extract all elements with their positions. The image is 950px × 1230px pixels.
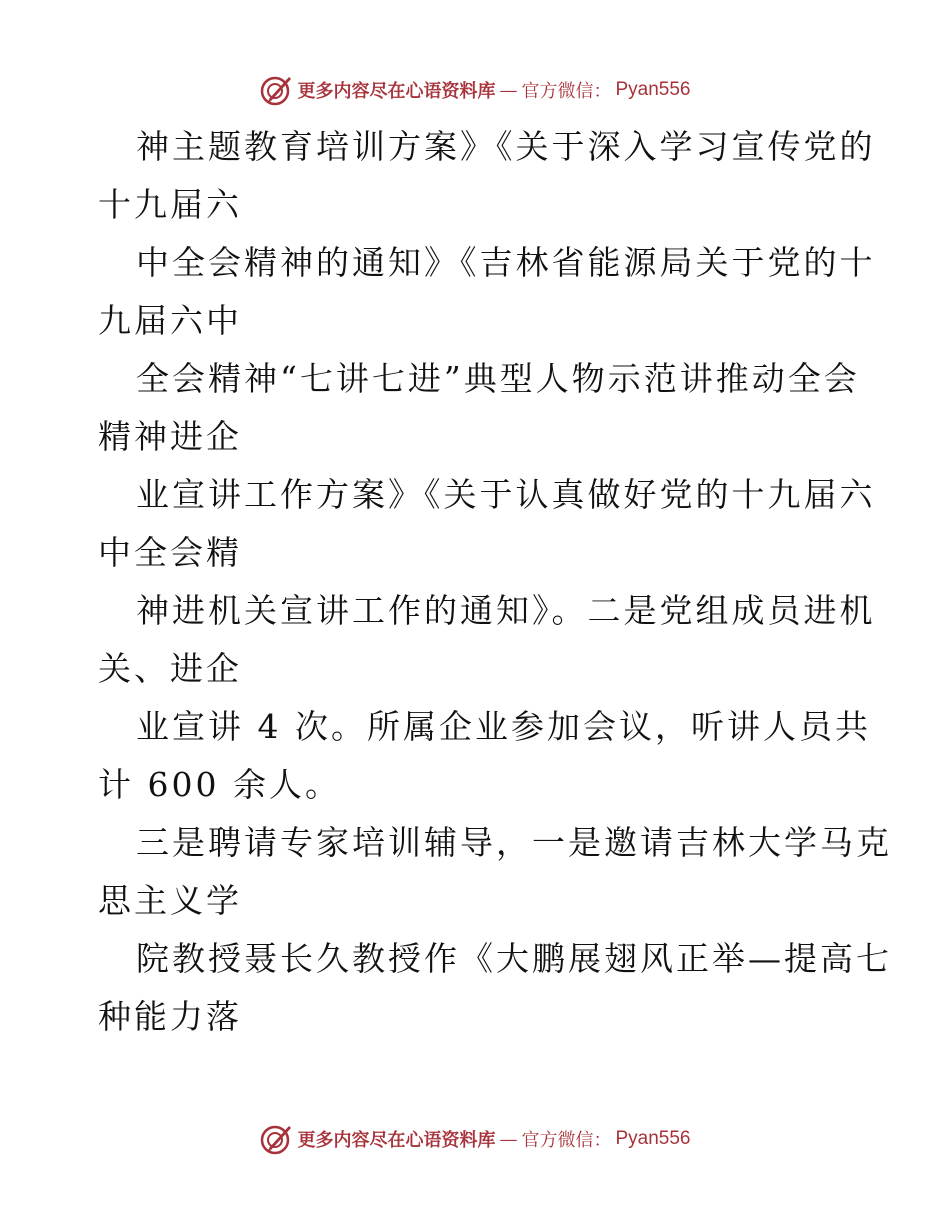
footer-banner-wechat-label: 官方微信： bbox=[521, 1130, 612, 1151]
body-line-6: 精神进企 bbox=[98, 417, 242, 456]
body-line-14: 思主义学 bbox=[98, 881, 242, 920]
header-banner-title: 更多内容尽在心语资料库 bbox=[297, 81, 496, 102]
header-banner-dash: — bbox=[499, 79, 518, 101]
footer-banner-wechat-id: Pyan556 bbox=[615, 1128, 691, 1149]
body-line-2: 十九届六 bbox=[98, 185, 242, 224]
pen-logo-icon bbox=[259, 1122, 293, 1156]
header-banner-wechat-id: Pyan556 bbox=[615, 79, 691, 100]
body-line-11: 业宣讲 4 次。所属企业参加会议，听讲人员共 bbox=[136, 707, 871, 746]
body-line-9: 神进机关宣讲工作的通知》。二是党组成员进机 bbox=[136, 591, 876, 630]
body-line-1: 神主题教育培训方案》《关于深入学习宣传党的 bbox=[136, 127, 876, 166]
pen-logo-icon bbox=[259, 73, 293, 107]
footer-watermark-banner bbox=[0, 1119, 950, 1159]
body-line-4: 九届六中 bbox=[98, 301, 242, 340]
header-watermark-banner bbox=[0, 70, 950, 110]
body-line-16: 种能力落 bbox=[98, 997, 242, 1036]
footer-banner-dash: — bbox=[499, 1128, 518, 1150]
body-line-5: 全会精神“七讲七进”典型人物示范讲推动全会 bbox=[136, 359, 860, 398]
body-line-8: 中全会精 bbox=[98, 533, 242, 572]
header-banner-wechat-label: 官方微信： bbox=[521, 81, 612, 102]
body-line-15: 院教授聂长久教授作《大鹏展翅风正举—提高七 bbox=[136, 939, 892, 978]
body-line-12: 计 600 余人。 bbox=[98, 765, 341, 804]
footer-banner-title: 更多内容尽在心语资料库 bbox=[297, 1130, 496, 1151]
body-line-10: 关、进企 bbox=[98, 649, 242, 688]
body-line-13: 三是聘请专家培训辅导，一是邀请吉林大学马克 bbox=[136, 823, 892, 862]
body-line-3: 中全会精神的通知》《吉林省能源局关于党的十 bbox=[136, 243, 876, 282]
body-line-7: 业宣讲工作方案》《关于认真做好党的十九届六 bbox=[136, 475, 876, 514]
document-body bbox=[98, 118, 892, 1046]
